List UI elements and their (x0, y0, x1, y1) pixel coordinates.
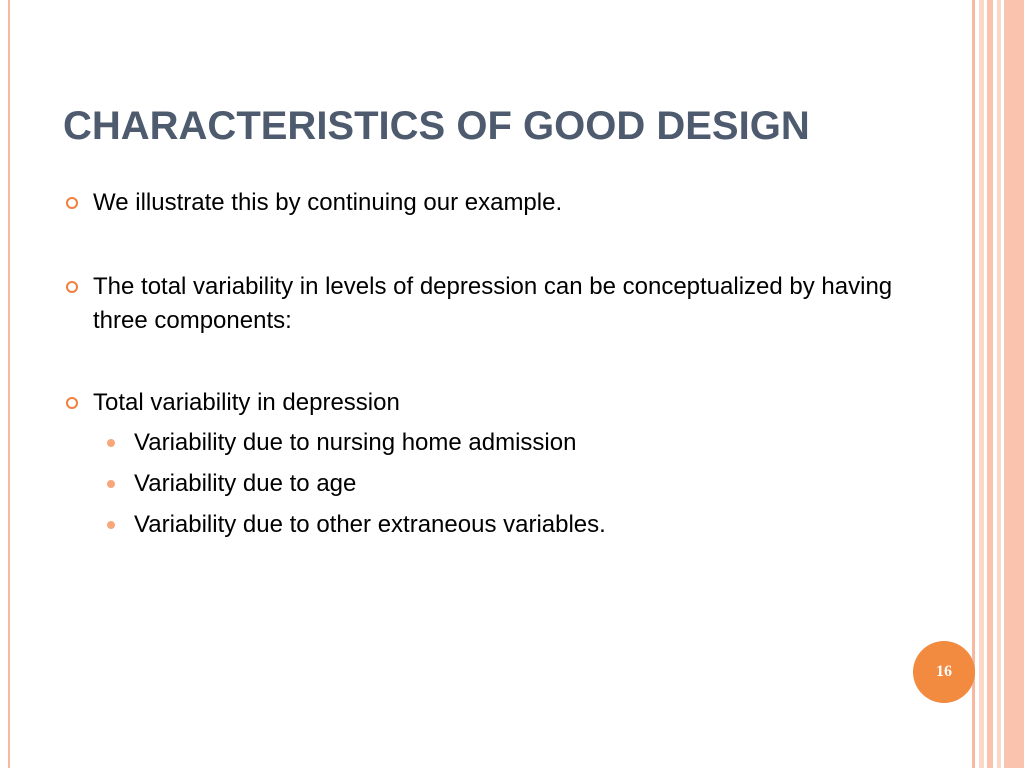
bullet-text: The total variability in levels of depression can be conceptualized by having three components: (93, 273, 893, 334)
sub-bullet-text: Variability due to age (134, 470, 357, 497)
right-stripe (997, 0, 1001, 768)
right-stripe (987, 0, 993, 768)
right-stripe (979, 0, 984, 768)
bullet-item (63, 270, 943, 338)
bullet-circle-icon (66, 397, 78, 409)
sub-bullet-dot-icon (107, 480, 115, 488)
sub-bullet-dot-icon (107, 439, 115, 447)
bullet-text: Total variability in depression (93, 389, 400, 416)
sub-bullet-item (63, 422, 943, 463)
bullet-item (63, 386, 943, 420)
page-number-badge: 16 (913, 641, 975, 703)
sub-bullet-text: Variability due to nursing home admission (134, 429, 577, 456)
left-border-line (8, 0, 10, 768)
bullet-circle-icon (66, 281, 78, 293)
right-stripe (1004, 0, 1024, 768)
slide-title: CHARACTERISTICS OF GOOD DESIGN (63, 104, 810, 148)
sub-bullet-item (63, 504, 943, 545)
bullet-item (63, 186, 943, 220)
bullet-circle-icon (66, 197, 78, 209)
sub-bullet-item (63, 463, 943, 504)
bullet-text: We illustrate this by continuing our example. (93, 189, 563, 216)
slide-body (63, 186, 943, 545)
sub-bullet-text: Variability due to other extraneous variables. (134, 511, 606, 538)
sub-bullet-dot-icon (107, 521, 115, 529)
right-stripe (972, 0, 975, 768)
